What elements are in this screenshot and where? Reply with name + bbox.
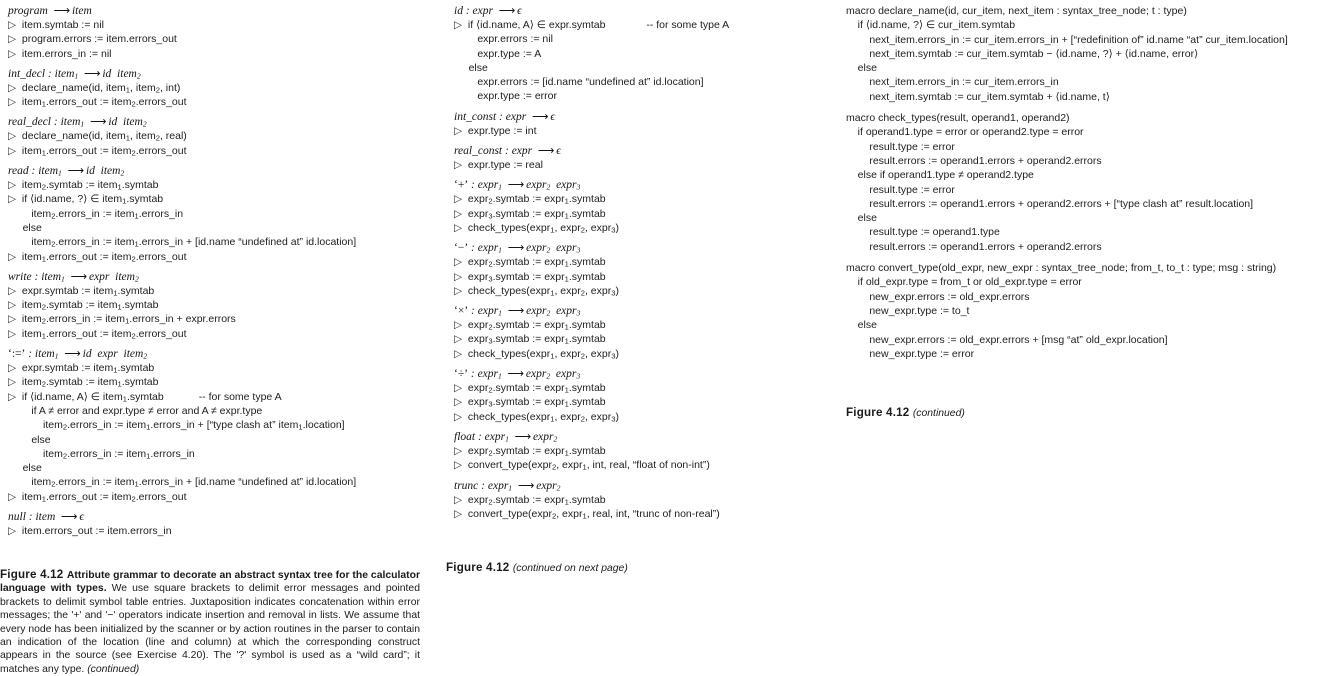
- attribute-rule-line: expr.errors := [id.name “undefined at” id.location]: [454, 76, 704, 89]
- production-header: ‘+’ : expr$_1$ ⟶ expr$_2$ expr$_3$: [454, 179, 581, 193]
- attribute-rule-line: ▷ expr$_3$.symtab := expr$_1$.symtab: [454, 396, 606, 410]
- macro-line: new_expr.type := error: [846, 347, 975, 360]
- macro-line: new_expr.errors := old_expr.errors + [msg “at” old_expr.location]: [846, 333, 1168, 346]
- attribute-rule-line: else: [454, 61, 488, 74]
- grammar-rule: [446, 430, 846, 473]
- macro-list: [846, 0, 1333, 361]
- attribute-rule-line: ▷ item.errors_out := item.errors_in: [8, 525, 172, 538]
- macro-line: result.type := operand1.type: [846, 226, 1000, 239]
- grammar-rule: [0, 510, 440, 538]
- production-header: read : item$_1$ ⟶ id item$_2$: [8, 165, 125, 178]
- grammar-rule: [0, 347, 440, 504]
- attribute-rule-line: item$_2$.errors_in := item$_1$.errors_in + [“type clash at” item$_1$.location]: [8, 419, 345, 432]
- grammar-rule: [446, 178, 846, 235]
- attribute-rule-line: item$_2$.errors_in := item$_1$.errors_in: [8, 207, 184, 221]
- macro-definition: [846, 261, 1333, 361]
- macro-line: macro declare_name(id, cur_item, next_item : syntax_tree_node; t : type): [846, 5, 1187, 17]
- grammar-rule: [0, 115, 440, 158]
- grammar-rule: [0, 164, 440, 264]
- figure-caption-col3-label: Figure 4.12: [846, 406, 913, 419]
- attribute-rule-line: ▷ expr$_2$.symtab := expr$_1$.symtab: [454, 193, 606, 207]
- figure-caption-col3-note: (continued): [912, 408, 965, 419]
- macro-line: else: [846, 212, 877, 225]
- attribute-rule-line: ▷ item$_1$.errors_out := item$_2$.errors_out: [8, 96, 187, 109]
- grammar-rule: [446, 110, 846, 138]
- rule-list-column-2: [446, 0, 846, 521]
- attribute-rule-line: ▷ convert_type(expr$_2$, expr$_1$, real, int, “trunc of non-real”): [454, 507, 720, 521]
- attribute-rule-line: ▷ check_types(expr$_1$, expr$_2$, expr$_3$): [454, 410, 619, 424]
- grammar-rule: [446, 144, 846, 172]
- attribute-rule-line: expr.type := error: [454, 90, 558, 103]
- attribute-rule-line: item$_2$.errors_in := item$_1$.errors_in: [8, 447, 195, 461]
- attribute-rule-line: ▷ expr.symtab := item$_1$.symtab: [8, 362, 155, 375]
- attribute-rule-line: ▷ item$_1$.errors_out := item$_2$.errors_out: [8, 144, 187, 158]
- attribute-rule-line: ▷ item$_2$.symtab := item$_1$.symtab: [8, 376, 159, 390]
- attribute-rule-line: ▷ check_types(expr$_1$, expr$_2$, expr$_3$): [454, 221, 619, 235]
- attribute-rule-line: item$_2$.errors_in := item$_1$.errors_in + [id.name “undefined at” id.location]: [8, 236, 357, 249]
- grammar-rule: [0, 67, 440, 110]
- production-header: trunc : expr$_1$ ⟶ expr$_2$: [454, 479, 561, 493]
- figure-caption-body: We use square brackets to delimit error messages and pointed brackets to delimit symbol table entries. Juxtaposition indicates concatenation within error messages; the '+' and '−' operators indicate insertion and removal in lists. We assume that every node has been initialized by the scanner or by action routines in the parser to contain an indication of the location (line and column) at which the corresponding construct appears in the source (see Exercise 4.20). The '?' symbol is used as a “wild card”; it matches any type.: [0, 583, 420, 675]
- macro-line: if operand1.type = error or operand2.type = error: [846, 126, 1084, 139]
- production-header: write : item$_1$ ⟶ expr item$_2$: [8, 270, 139, 284]
- attribute-rule-line: ▷ expr$_2$.symtab := expr$_1$.symtab: [454, 382, 606, 395]
- production-header: ‘×’ : expr$_1$ ⟶ expr$_2$ expr$_3$: [454, 305, 581, 318]
- attribute-rule-line: ▷ expr.symtab := item$_1$.symtab: [8, 284, 155, 298]
- production-header: int_const : expr ⟶ ϵ: [454, 110, 555, 123]
- attribute-rule-line: ▷ expr$_2$.symtab := expr$_1$.symtab: [454, 444, 606, 458]
- macro-column-3: [846, 0, 1333, 368]
- attribute-rule-line: ▷ convert_type(expr$_2$, expr$_1$, int, real, “float of non-int”): [454, 459, 710, 472]
- attribute-rule-line: if A ≠ error and expr.type ≠ error and A ≠ expr.type: [8, 404, 263, 417]
- macro-line: if old_expr.type = from_t or old_expr.type = error: [846, 276, 1082, 289]
- macro-line: new_expr.errors := old_expr.errors: [846, 290, 1030, 303]
- attribute-rule-line: ▷ item.errors_in := nil: [8, 47, 112, 60]
- attribute-rule-line: ▷ expr$_3$.symtab := expr$_1$.symtab: [454, 207, 606, 221]
- attribute-rule-line: ▷ expr$_3$.symtab := expr$_1$.symtab: [454, 333, 606, 347]
- macro-line: next_item.symtab := cur_item.symtab − ⟨id.name, ?⟩ + ⟨id.name, error⟩: [846, 47, 1199, 60]
- macro-line: result.errors := operand1.errors + operand2.errors: [846, 154, 1102, 167]
- attribute-rule-line: expr.errors := nil: [454, 33, 553, 46]
- attribute-rule-line: else: [8, 221, 42, 234]
- figure-caption-col3: [846, 406, 965, 419]
- macro-line: else if operand1.type ≠ operand2.type: [846, 169, 1034, 182]
- attribute-rule-line: ▷ item$_1$.errors_out := item$_2$.errors_out: [8, 250, 187, 264]
- figure-caption-title: Attribute grammar to decorate an abstract syntax tree for the calculator language with types.: [0, 570, 420, 595]
- attribute-rule-line: ▷ item$_1$.errors_out := item$_2$.errors_out: [8, 327, 187, 341]
- macro-line: next_item.errors_in := cur_item.errors_in: [846, 76, 1059, 89]
- production-header: program ⟶ item: [8, 5, 92, 17]
- macro-line: result.errors := operand1.errors + operand2.errors + [“type clash at” result.location]: [846, 197, 1254, 210]
- production-header: ‘−’ : expr$_1$ ⟶ expr$_2$ expr$_3$: [454, 242, 581, 255]
- attribute-rule-line: item$_2$.errors_in := item$_1$.errors_in + [id.name “undefined at” id.location]: [8, 476, 357, 490]
- attribute-rule-line: else: [8, 462, 42, 475]
- attribute-rule-line: ▷ declare_name(id, item$_1$, item$_2$, int): [8, 81, 181, 95]
- macro-line: else: [846, 62, 877, 75]
- production-header: float : expr$_1$ ⟶ expr$_2$: [454, 430, 558, 444]
- macro-line: if ⟨id.name, ?⟩ ∈ cur_item.symtab: [846, 19, 1016, 32]
- macro-line: result.type := error: [846, 140, 955, 153]
- production-header: id : expr ⟶ ϵ: [454, 5, 522, 17]
- macro-line: macro check_types(result, operand1, operand2): [846, 112, 1070, 125]
- attribute-rule-line: ▷ item$_1$.errors_out := item$_2$.errors_out: [8, 490, 187, 504]
- attribute-rule-line: ▷ item.symtab := nil: [8, 19, 104, 31]
- attribute-rule-line: ▷ if ⟨id.name, A⟩ ∈ item$_1$.symtab -- for some type A: [8, 390, 282, 404]
- production-header: real_const : expr ⟶ ϵ: [454, 145, 561, 158]
- production-header: real_decl : item$_1$ ⟶ id item$_2$: [8, 116, 147, 130]
- figure-caption-col2-note: (continued on next page): [512, 563, 628, 574]
- grammar-rule: [0, 4, 440, 61]
- grammar-rule: [0, 270, 440, 341]
- rule-list-column-1: [0, 0, 440, 538]
- macro-definition: [846, 4, 1333, 104]
- production-header: ‘÷’ : expr$_1$ ⟶ expr$_2$ expr$_3$: [454, 368, 581, 381]
- grammar-rule: [446, 4, 846, 104]
- figure-caption-continued: (continued): [87, 663, 140, 675]
- figure-caption-col2-label: Figure 4.12: [446, 561, 513, 574]
- attribute-rule-line: ▷ item$_2$.symtab := item$_1$.symtab: [8, 299, 159, 312]
- macro-line: else: [846, 319, 877, 332]
- macro-line: macro convert_type(old_expr, new_expr : syntax_tree_node; from_t, to_t : type; msg : string): [846, 262, 1277, 275]
- macro-line: result.errors := operand1.errors + operand2.errors: [846, 240, 1102, 253]
- macro-definition: [846, 111, 1333, 254]
- grammar-rule: [446, 367, 846, 424]
- attribute-rule-line: ▷ expr$_2$.symtab := expr$_1$.symtab: [454, 493, 606, 507]
- macro-line: new_expr.type := to_t: [846, 304, 970, 317]
- grammar-column-2: [446, 0, 846, 527]
- figure-caption-label: Figure 4.12: [0, 568, 67, 581]
- attribute-rule-line: ▷ expr.type := real: [454, 159, 543, 172]
- attribute-rule-line: ▷ if ⟨id.name, ?⟩ ∈ item$_1$.symtab: [8, 193, 164, 207]
- figure-caption-main: [0, 568, 420, 676]
- attribute-rule-line: ▷ if ⟨id.name, A⟩ ∈ expr.symtab -- for some type A: [454, 19, 730, 31]
- figure-caption-col2: [446, 561, 628, 574]
- attribute-rule-line: ▷ item$_2$.symtab := item$_1$.symtab: [8, 179, 159, 192]
- attribute-rule-line: ▷ expr.type := int: [454, 124, 537, 137]
- attribute-rule-line: else: [8, 433, 51, 446]
- macro-line: result.type := error: [846, 183, 955, 196]
- attribute-rule-line: ▷ check_types(expr$_1$, expr$_2$, expr$_3$): [454, 347, 619, 361]
- attribute-rule-line: expr.type := A: [454, 47, 542, 60]
- production-header: int_decl : item$_1$ ⟶ id item$_2$: [8, 67, 141, 81]
- grammar-rule: [446, 479, 846, 522]
- macro-line: next_item.symtab := cur_item.symtab + ⟨id.name, t⟩: [846, 90, 1110, 103]
- grammar-column-1: [0, 0, 440, 544]
- grammar-rule: [446, 304, 846, 361]
- attribute-rule-line: ▷ declare_name(id, item$_1$, item$_2$, real): [8, 130, 187, 144]
- production-header: ‘:=’ : item$_1$ ⟶ id expr item$_2$: [8, 348, 148, 361]
- macro-line: next_item.errors_in := cur_item.errors_in + [“redefinition of” id.name “at” cur_item.location]: [846, 33, 1288, 46]
- attribute-rule-line: ▷ expr$_2$.symtab := expr$_1$.symtab: [454, 319, 606, 332]
- attribute-rule-line: ▷ item$_2$.errors_in := item$_1$.errors_in + expr.errors: [8, 313, 236, 327]
- production-header: null : item ⟶ ϵ: [8, 511, 85, 524]
- attribute-rule-line: ▷ expr$_2$.symtab := expr$_1$.symtab: [454, 256, 606, 269]
- grammar-rule: [446, 241, 846, 298]
- attribute-rule-line: ▷ expr$_3$.symtab := expr$_1$.symtab: [454, 270, 606, 284]
- attribute-rule-line: ▷ check_types(expr$_1$, expr$_2$, expr$_3$): [454, 284, 619, 298]
- attribute-rule-line: ▷ program.errors := item.errors_out: [8, 33, 177, 46]
